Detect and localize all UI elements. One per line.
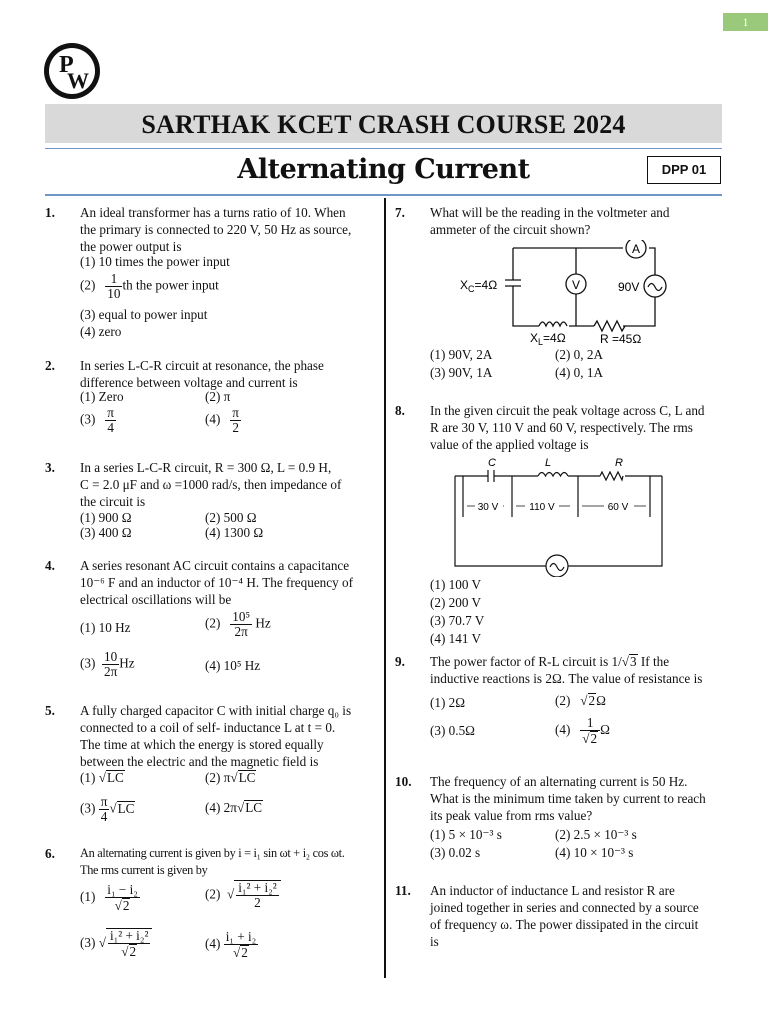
course-banner: SARTHAK KCET CRASH COURSE 2024 bbox=[45, 104, 722, 143]
chapter-title: Alternating Current bbox=[237, 154, 530, 185]
q9-option-3: (3) 0.5Ω bbox=[430, 723, 475, 738]
q6-option-2: (2) √ $\frac{\text{i₁² + i₂²}}{2}$ bbox=[205, 880, 281, 910]
xl-label: $X_L=4\Omega$ bbox=[530, 331, 566, 345]
divider bbox=[45, 148, 722, 149]
pw-logo: P W bbox=[44, 43, 100, 99]
q10-option-2: (2) 2.5 × 10⁻³ s bbox=[555, 827, 637, 842]
l-label: L bbox=[545, 457, 552, 469]
q7-option-3: (3) 90V, 1A bbox=[430, 365, 493, 380]
q7-option-4: (4) 0, 1A bbox=[555, 365, 603, 380]
q1-option-4: (4) zero bbox=[80, 324, 122, 339]
q8-option-4: (4) 141 V bbox=[430, 631, 482, 646]
c-label: C bbox=[488, 457, 496, 469]
q2-option-4: (4) $\frac{\pi}{2}$ bbox=[205, 405, 239, 435]
q3-option-4: (4) 1300 Ω bbox=[205, 525, 264, 540]
column-separator bbox=[384, 198, 386, 978]
r-label: R =45Ω bbox=[600, 332, 642, 345]
q6-option-4: (4) $\frac{\text{i₁ + i₂}}{√2}$ bbox=[205, 929, 257, 960]
q2-option-3: (3) $\frac{\pi}{4}$ bbox=[80, 405, 114, 435]
q7-circuit-diagram bbox=[455, 240, 670, 345]
v60-label: 60 V bbox=[607, 502, 629, 513]
q4-option-3: (3) $\frac{10}{2\pi}$ Hz bbox=[80, 649, 135, 679]
ammeter-label: A bbox=[631, 242, 641, 256]
q2-option-2: (2) π bbox=[205, 389, 231, 404]
q8-circuit-diagram bbox=[450, 455, 670, 577]
q3-option-2: (2) 500 Ω bbox=[205, 510, 257, 525]
q4-option-2: (2) $\frac{\text{10⁵}}{2\pi}$ Hz bbox=[205, 609, 271, 639]
source-label: 90V bbox=[618, 280, 640, 294]
q4-option-1: (1) 10 Hz bbox=[80, 620, 131, 635]
q8-option-3: (3) 70.7 V bbox=[430, 613, 485, 628]
q6-option-1: (1) $\frac{\text{i₁ − i₂}}{√2}$ bbox=[80, 882, 138, 913]
q7-option-2: (2) 0, 2A bbox=[555, 347, 603, 362]
q10-option-1: (1) 5 × 10⁻³ s bbox=[430, 827, 502, 842]
q5-option-3: (3) $\frac{\pi}{4}$ √LC bbox=[80, 794, 135, 824]
r-label: R bbox=[615, 457, 623, 469]
q9-option-4: (4) $\frac{1}{√2}$ Ω bbox=[555, 715, 610, 746]
q1-option-2: (2) $\frac{1}{10}$ th the power input bbox=[80, 271, 219, 301]
v30-label: 30 V bbox=[477, 502, 499, 513]
dpp-badge: DPP 01 bbox=[647, 156, 721, 184]
q1-option-3: (3) equal to power input bbox=[80, 307, 208, 322]
q1-option-1: (1) 10 times the power input bbox=[80, 254, 230, 269]
xc-label: $X_C=4\Omega$ bbox=[460, 278, 498, 294]
q2-option-1: (1) Zero bbox=[80, 389, 124, 404]
page-number: 1 bbox=[723, 13, 768, 31]
q3-option-1: (1) 900 Ω bbox=[80, 510, 132, 525]
q9-option-1: (1) 2Ω bbox=[430, 695, 466, 710]
q8-option-1: (1) 100 V bbox=[430, 577, 482, 592]
q5-option-1: (1) √LC bbox=[80, 770, 124, 785]
q3-option-3: (3) 400 Ω bbox=[80, 525, 132, 540]
q5-option-4: (4) 2π√LC bbox=[205, 800, 263, 815]
q6-option-3: (3) √ $\frac{\text{i₁² + i₂²}}{√2}$ bbox=[80, 928, 152, 959]
divider bbox=[45, 194, 722, 196]
q4-option-4: (4) 10⁵ Hz bbox=[205, 658, 261, 673]
q10-option-4: (4) 10 × 10⁻³ s bbox=[555, 845, 634, 860]
q9-option-2: (2) √2Ω bbox=[555, 693, 606, 708]
q7-option-1: (1) 90V, 2A bbox=[430, 347, 493, 362]
q10-option-3: (3) 0.02 s bbox=[430, 845, 481, 860]
v110-label: 110 V bbox=[529, 502, 555, 513]
q5-option-2: (2) π√LC bbox=[205, 770, 256, 785]
voltmeter-label: V bbox=[571, 278, 581, 292]
q8-option-2: (2) 200 V bbox=[430, 595, 482, 610]
